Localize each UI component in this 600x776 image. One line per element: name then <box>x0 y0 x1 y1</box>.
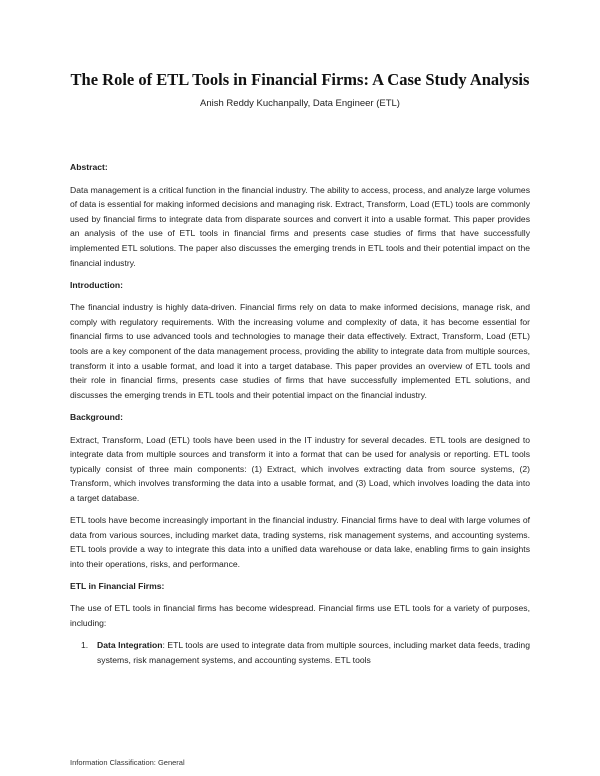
list-item <box>70 638 530 667</box>
list-item-text: : ETL tools are used to integrate data from multiple sources, including market data feeds, trading systems, risk management systems, and accounting systems. ETL tools <box>97 640 530 665</box>
etl-intro-paragraph: The use of ETL tools in financial firms has become widespread. Financial firms use ETL tools for a variety of purposes, including: <box>70 603 530 629</box>
etl-purpose-list <box>70 638 530 667</box>
background-paragraph: ETL tools have become increasingly important in the financial industry. Financial firms have to deal with large volumes of data from various sources, including market data, trading systems, risk management systems, and accounting systems. ETL tools provide a way to integrate this data into a unified data warehouse or data lake, enabling firms to gain insights into their operations, risks, and performance. <box>70 514 530 569</box>
introduction-paragraph: The financial industry is highly data-driven. Financial firms rely on data to make informed decisions, manage risk, and comply with regulatory requirements. With the increasing volume and complexity of data, it has become essential for financial firms to use advanced tools and technologies to manage their data effectively. Extract, Transform, Load (ETL) tools are a key component of the data management process, providing the ability to integrate data from multiple sources, transform it into a usable format, and load it into a target database. This paper provides an overview of ETL tools and their role in financial firms, presents case studies of firms that have successfully implemented ETL solutions, and discusses the emerging trends in ETL tools and their potential impact on the financial industry. <box>70 302 530 400</box>
abstract-paragraph: Data management is a critical function in the financial industry. The ability to access, process, and analyze large volumes of data is essential for making informed decisions and managing risk. Extract, Transform, Load (ETL) tools are commonly used by financial firms to integrate data from disparate sources and convert it into a usable format. This paper provides an analysis of the use of ETL tools in financial firms and presents case studies of firms that have successfully implemented ETL solutions. The paper also discusses the emerging trends in ETL tools and their potential impact on the financial industry. <box>70 184 530 268</box>
classification-footer: Information Classification: General <box>70 758 185 767</box>
background-paragraph: Extract, Transform, Load (ETL) tools have been used in the IT industry for several decades. ETL tools are designed to integrate data from multiple sources and transform it into a format that can be used for analysis or reporting. ETL tools typically consist of three main components: (1) Extract, which involves extracting data from source systems, (2) Transform, which involves transforming the data into a usable format, and (3) Load, which involves loading the data into a target database. <box>70 434 530 503</box>
etl-in-financial-firms-heading: ETL in Financial Firms: <box>70 580 165 591</box>
paper-author: Anish Reddy Kuchanpally, Data Engineer (ETL) <box>200 98 400 109</box>
introduction-heading: Introduction: <box>70 279 123 290</box>
list-item-number: 1. <box>81 640 89 651</box>
paper-title: The Role of ETL Tools in Financial Firms: A Case Study Analysis <box>70 70 530 89</box>
abstract-heading: Abstract: <box>70 162 108 172</box>
paper-body <box>70 160 530 667</box>
background-heading: Background: <box>70 411 123 422</box>
list-item-label: Data Integration <box>97 640 163 651</box>
